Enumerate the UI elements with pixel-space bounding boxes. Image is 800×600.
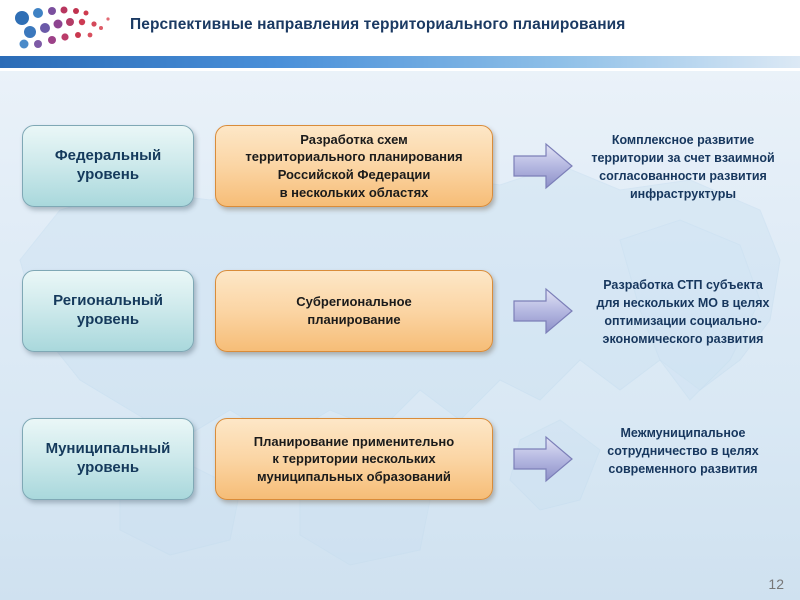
action-municipal-line-2: к территории нескольких <box>272 451 436 467</box>
action-federal-line-3: Российской Федерации <box>277 167 431 182</box>
action-municipal-line-1: Планирование применительно <box>253 433 455 449</box>
action-federal-line-2: территориального планирования <box>245 149 463 165</box>
diagram-row-municipal <box>0 418 800 528</box>
action-municipal-line-3: муниципальных образований <box>257 468 451 484</box>
level-municipal-line-1: Муниципальный <box>45 440 171 458</box>
level-regional-line-1: Региональный <box>53 292 163 310</box>
result-municipal-line-3: современного развития <box>608 462 758 477</box>
result-federal-line-3: согласованности развития <box>599 169 767 184</box>
level-box-regional[interactable] <box>22 270 194 352</box>
result-text-federal <box>580 131 786 204</box>
right-arrow-icon <box>512 434 574 484</box>
result-regional-line-3: оптимизации социально- <box>604 314 762 329</box>
page-title: Перспективные направления территориального планирования <box>130 16 626 33</box>
action-regional-line-1: Субрегиональное <box>296 294 412 310</box>
header-rule <box>0 56 800 68</box>
level-box-federal-label <box>55 147 161 185</box>
action-box-municipal[interactable] <box>215 418 493 500</box>
diagram-row-federal <box>0 125 800 235</box>
level-federal-line-2: уровень <box>76 166 140 183</box>
right-arrow-icon <box>512 286 574 336</box>
right-arrow-icon <box>512 141 574 191</box>
action-federal-line-4: в нескольких областях <box>279 184 429 200</box>
action-box-municipal-label <box>254 433 454 486</box>
result-regional-line-2: для нескольких МО в целях <box>596 296 770 311</box>
level-box-federal[interactable] <box>22 125 194 207</box>
result-regional-line-4: экономического развития <box>602 332 764 347</box>
level-regional-line-2: уровень <box>76 311 140 328</box>
level-municipal-line-2: уровень <box>76 459 140 476</box>
dots-logo-icon <box>8 4 124 54</box>
result-municipal-line-2: сотрудничество в целях <box>607 444 759 459</box>
header-rule-accent <box>0 68 800 71</box>
diagram-row-regional <box>0 270 800 380</box>
level-federal-line-1: Федеральный <box>54 147 162 165</box>
result-federal-line-2: территории за счет взаимной <box>591 151 775 166</box>
page-number: 12 <box>768 576 784 592</box>
action-federal-line-1: Разработка схем <box>300 131 408 147</box>
level-box-municipal[interactable] <box>22 418 194 500</box>
level-box-regional-label <box>53 292 163 330</box>
result-text-municipal <box>580 424 786 478</box>
result-text-regional <box>580 276 786 349</box>
action-box-federal[interactable] <box>215 125 493 207</box>
action-box-regional-label <box>296 293 412 328</box>
result-federal-line-1: Комплексное развитие <box>611 133 755 147</box>
result-regional-line-1: Разработка СТП субъекта <box>603 278 763 292</box>
action-box-federal-label <box>245 131 462 201</box>
result-federal-line-4: инфраструктуры <box>629 187 737 202</box>
level-box-municipal-label <box>46 440 171 478</box>
action-box-regional[interactable] <box>215 270 493 352</box>
action-regional-line-2: планирование <box>307 312 401 327</box>
result-municipal-line-1: Межмуниципальное <box>620 426 746 440</box>
